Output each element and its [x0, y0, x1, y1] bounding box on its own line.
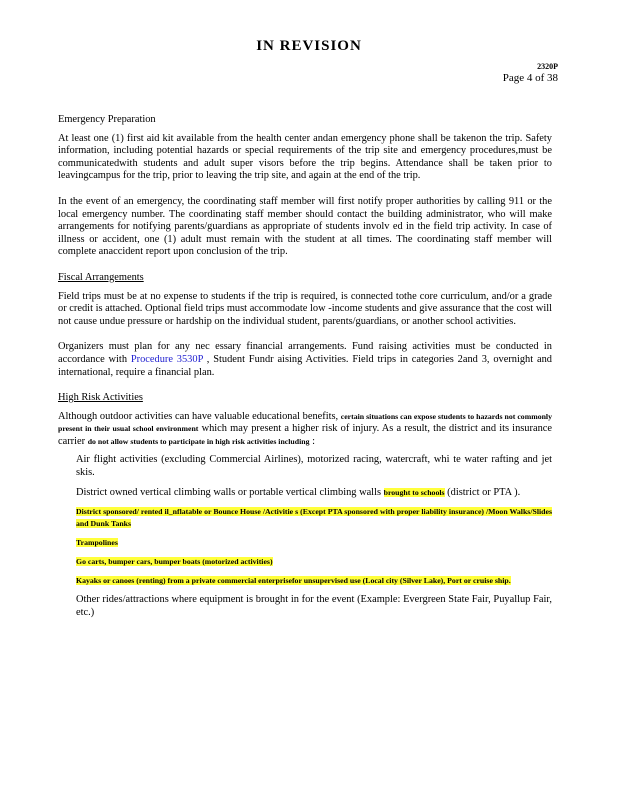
intro-text-a: Although outdoor activities can have valuable educational benefits,: [58, 410, 341, 422]
page-title: IN REVISION: [256, 38, 362, 54]
list-item-tail: (district or PTA ).: [447, 486, 521, 498]
emergency-paragraph-1: At least one (1) first aid kit available from the health center andan emergency phone shall be takenon the trip. Safety information, including potential hazards or special requirements of the trip site and emergency procedures,must be communicatedwith students and adult super visors before the trip begins. Attendance shall be taken prior to leavingcampus for the trip, prior to leaving the trip site, and again at the end of the trip.: [58, 132, 552, 182]
section-heading-fiscal: [58, 272, 552, 285]
fiscal-p2-text-b: , Student Fundr aising Activities. Field trips in categories 2and 3, overnight and international, require a financial plan.: [58, 353, 552, 378]
list-item: [58, 454, 552, 479]
intro-text-c: which may present a higher risk of injury. As a result, the district and its insurance carrier: [58, 423, 552, 447]
page-number: Page 4 of 38: [502, 72, 558, 84]
fiscal-paragraph-1: Field trips must be at no expense to students if the trip is required, is connected tothe core curriculum, and/or a grade or credit is attached. Optional field trips must accommodate low -income students and give assurance that the cost will not cause undue pressure or hardship on the individual student, parents/guardians, or another school activities.: [58, 290, 552, 327]
procedure-link[interactable]: Procedure 3530P: [130, 353, 203, 365]
high-risk-heading-text: High Risk Activities: [58, 392, 143, 404]
document-body: [58, 114, 552, 626]
highlighted-text: brought to schools: [383, 487, 445, 497]
list-item-text: District owned vertical climbing walls or portable vertical climbing walls: [76, 486, 384, 498]
list-item: [58, 537, 552, 549]
fiscal-paragraph-2: [58, 341, 552, 379]
section-heading-high-risk: [58, 392, 552, 405]
list-item-text: Go carts, bumper cars, bumper boats (motorized activities): [76, 557, 273, 567]
intro-text-e: :: [309, 435, 316, 447]
intro-text-d: do not allow students to participate in high risk activities including: [87, 436, 310, 446]
list-item-text: Other rides/attractions where equipment is brought in for the event (Example: Evergreen State Fair, Puyallup Fair, etc.): [76, 594, 552, 618]
high-risk-list: [58, 454, 552, 619]
section-heading-emergency: Emergency Preparation: [58, 114, 156, 125]
emergency-paragraph-2: In the event of an emergency, the coordinating staff member will first notify proper authorities by calling 911 or the local emergency number. The coordinating staff member should contact the building administrator, who will make arrangements for notifying parents/guardians as appropriate of students involv ed in the field trip activity. In case of illness or accident, one (1) adult must remain with the student at all times. The coordinating staff member will complete anaccident report upon conclusion of the trip.: [58, 195, 552, 258]
high-risk-intro: [58, 411, 552, 449]
intro-text-b: certain situations can expose students to hazards not commonly present in their usual school environment: [58, 411, 552, 434]
list-item: [58, 506, 552, 530]
list-item-text: District sponsored/ rented il_nflatable or Bounce House /Activitie s (Except PTA sponsored with proper liability insurance) /Moon Walks/Slides and Dunk Tanks: [76, 507, 552, 529]
document-number: 2320P: [537, 62, 558, 71]
fiscal-p2-text-a: Organizers must plan for any nec essary financial arrangements. Fund raising activities must be conducted in accordance with: [58, 341, 552, 365]
list-item: [58, 594, 552, 619]
list-item: [58, 575, 552, 587]
list-item: [58, 556, 552, 568]
list-item-text: Trampolines: [76, 538, 118, 548]
fiscal-heading-text: Fiscal Arrangements: [58, 271, 144, 283]
list-item-text: Air flight activities (excluding Commercial Airlines), motorized racing, watercraft, whi te water rafting and jet skis.: [76, 454, 552, 479]
list-item: [58, 487, 552, 500]
list-item-text: Kayaks or canoes (renting) from a private commercial enterprisefor unsupervised use (Local city (Silver Lake), Port or cruise ship.: [76, 576, 511, 586]
